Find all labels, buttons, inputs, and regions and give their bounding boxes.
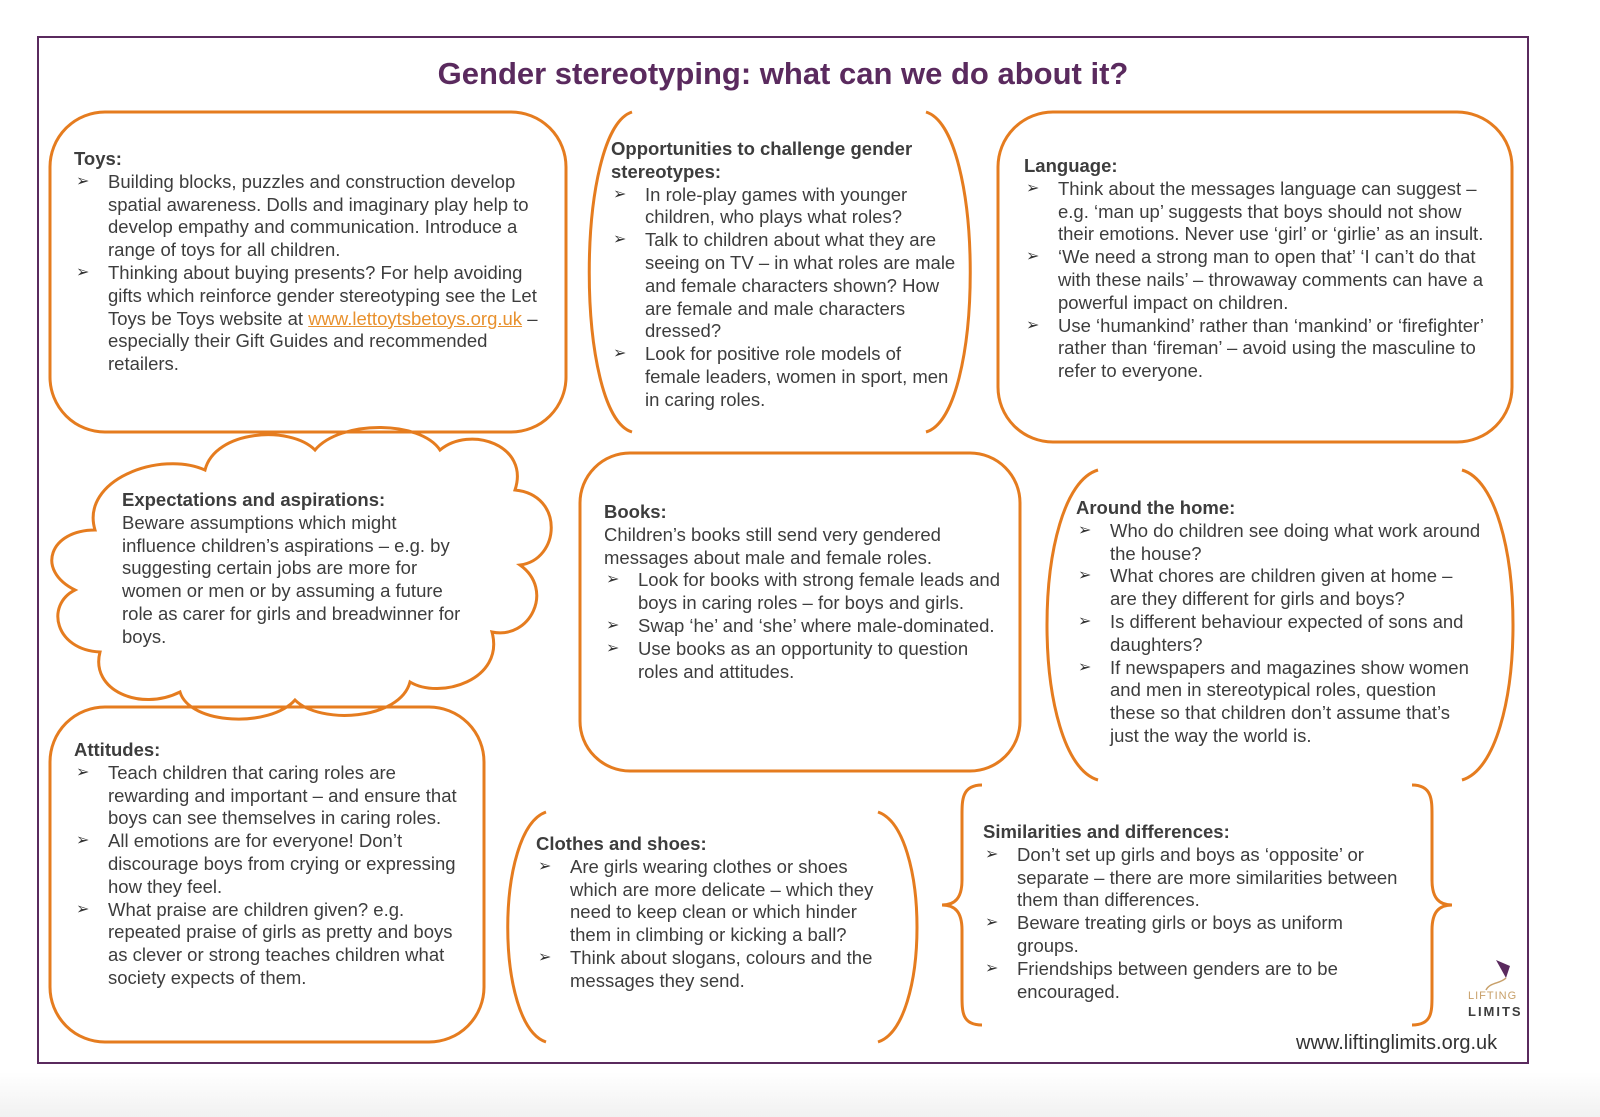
list-item [74, 171, 554, 262]
list-item: ➢ Are girls wearing clothes or shoes which are more delicate – which they need to keep clean or which hinder them in climbing or kicking a ball? [536, 856, 888, 947]
language-list [1024, 178, 1499, 383]
toys-list [74, 171, 554, 376]
list-item: ➢ Use books as an opportunity to question roles and attitudes. [604, 638, 1002, 684]
home-panel [1076, 497, 1481, 748]
logo-line-2: LIMITS [1468, 1004, 1523, 1019]
books-list [604, 569, 1002, 683]
list-item: ➢ If newspapers and magazines show women and men in stereotypical roles, question these so that children don’t assume that’s just the way the world is. [1076, 657, 1481, 748]
expectations-panel [122, 489, 462, 649]
toys-item-2-after: – especially their Gift Guides and recommended retailers. [108, 307, 538, 375]
list-item: ➢ ‘We need a strong man to open that’ ‘I can’t do that with these nails’ – throwaway comments can have a powerful impact on children. [1024, 246, 1499, 314]
list-item: ➢ What praise are children given? e.g. repeated praise of girls as pretty and boys as clever or strong teaches children what society expects of them. [74, 899, 459, 990]
attitudes-heading: Attitudes: [74, 739, 161, 760]
list-item: ➢ Swap ‘he’ and ‘she’ where male-dominated. [604, 615, 1002, 638]
list-item: ➢ Talk to children about what they are seeing on TV – in what roles are male and female characters shown? How are female and male characters dressed? [611, 229, 956, 343]
toys-item-1: Building blocks, puzzles and construction develop spatial awareness. Dolls and imaginary play help to develop empathy and communication. Introduce a range of toys for all children. [108, 170, 529, 261]
opportunities-list [611, 184, 956, 412]
language-heading: Language: [1024, 155, 1118, 176]
similarities-left-brace [942, 785, 982, 1025]
lifting-limits-logo [1460, 958, 1524, 1020]
list-item: ➢ What chores are children given at home – are they different for girls and boys? [1076, 565, 1481, 611]
expectations-heading: Expectations and aspirations: [122, 489, 386, 510]
home-list [1076, 520, 1481, 748]
list-item: ➢ Use ‘humankind’ rather than ‘mankind’ or ‘firefighter’ rather than ‘fireman’ – avoid using the masculine to refer to everyone. [1024, 315, 1499, 383]
list-item: ➢ Who do children see doing what work around the house? [1076, 520, 1481, 566]
clothes-list [536, 856, 888, 993]
attitudes-panel [74, 739, 459, 990]
list-item: ➢ All emotions are for everyone! Don’t discourage boys from crying or expressing how they feel. [74, 830, 459, 898]
footer-website-url[interactable]: www.liftinglimits.org.uk [1296, 1032, 1498, 1054]
toys-heading: Toys: [74, 148, 122, 169]
list-item: ➢ In role-play games with younger children, who plays what roles? [611, 184, 956, 230]
list-item: ➢ Friendships between genders are to be encouraged. [983, 958, 1403, 1004]
list-item: ➢ Look for positive role models of female leaders, women in sport, men in caring roles. [611, 343, 956, 411]
list-item [74, 262, 554, 376]
list-item: ➢ Think about slogans, colours and the messages they send. [536, 947, 888, 993]
bottom-fade [0, 1072, 1600, 1117]
list-item: ➢ Don’t set up girls and boys as ‘opposite’ or separate – there are more similarities between them than differences. [983, 844, 1403, 912]
books-panel [604, 501, 1002, 683]
list-item: ➢ Think about the messages language can suggest – e.g. ‘man up’ suggests that boys should not show their emotions. Never use ‘girl’ or ‘girlie’ as an insult. [1024, 178, 1499, 246]
expectations-text: Beware assumptions which might influence children’s aspirations – e.g. by suggesting certain jobs are more for women or men or by assuming a future role as carer for girls and breadwinner for boys. [122, 511, 461, 647]
list-item: ➢ Teach children that caring roles are rewarding and important – and ensure that boys can see themselves in caring roles. [74, 762, 459, 830]
opportunities-panel [611, 138, 956, 412]
similarities-right-brace [1412, 785, 1452, 1025]
toys-item-2-text: Thinking about buying presents? For help avoiding gifts which reinforce gender stereotyping see the Let Toys be Toys website at [108, 261, 537, 329]
attitudes-list [74, 762, 459, 990]
similarities-panel [983, 821, 1403, 1003]
clothes-panel [536, 833, 888, 993]
books-heading: Books: [604, 501, 667, 522]
logo-line-1: LIFTING [1468, 990, 1518, 1002]
list-item: ➢ Look for books with strong female leads and boys in caring roles – for boys and girls. [604, 569, 1002, 615]
let-toys-be-toys-link[interactable]: www.lettoytsbetoys.org.uk [308, 307, 523, 329]
list-item: ➢ Is different behaviour expected of sons and daughters? [1076, 611, 1481, 657]
similarities-list [983, 844, 1403, 1004]
list-item: ➢ Beware treating girls or boys as uniform groups. [983, 912, 1403, 958]
similarities-heading: Similarities and differences: [983, 821, 1230, 842]
language-panel [1024, 155, 1499, 383]
toys-panel [74, 148, 554, 376]
home-heading: Around the home: [1076, 497, 1236, 518]
opportunities-heading: Opportunities to challenge gender stereotypes: [611, 138, 913, 182]
books-intro: Children’s books still send very gendered messages about male and female roles. [604, 523, 941, 568]
clothes-heading: Clothes and shoes: [536, 833, 707, 854]
kite-icon [1460, 958, 1524, 992]
page-title: Gender stereotyping: what can we do about it? [437, 56, 1129, 91]
